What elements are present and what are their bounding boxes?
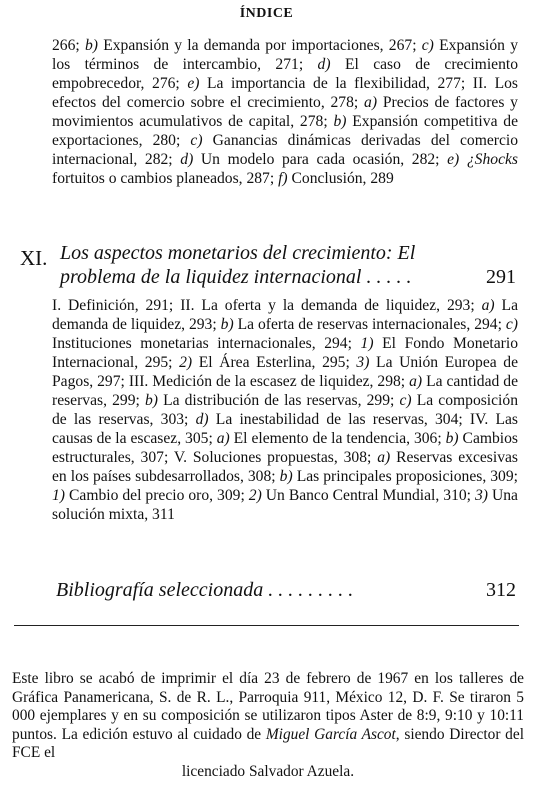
- entry-text: fortuitos o cambios planeados, 287;: [52, 170, 279, 187]
- entry-text: La cantidad de reservas, 299;: [52, 373, 519, 409]
- item-marker: a): [409, 373, 423, 390]
- entry-text: 266;: [52, 37, 85, 54]
- bibliography-page-number: 312: [486, 579, 516, 601]
- entry-text: La oferta de reservas internacionales, 294;: [233, 316, 506, 333]
- colophon-text-2: , siendo Director del FCE el: [12, 725, 524, 761]
- item-marker: b): [445, 430, 459, 447]
- chapter-contents: [52, 296, 518, 524]
- entry-text: La importancia de la flexibilidad, 277; II. Los efectos del comercio sobre el crecimiento, 278;: [52, 75, 518, 111]
- entry-text: Expansión y la demanda por importaciones, 267;: [97, 37, 422, 54]
- chapter-number: XI.: [20, 246, 48, 270]
- entry-text: Un Banco Central Mundial, 310;: [261, 487, 475, 504]
- toc-entry-continuation: [52, 36, 518, 188]
- item-marker: 1): [360, 335, 374, 352]
- item-marker: b): [333, 113, 347, 130]
- item-marker: d): [180, 151, 194, 168]
- chapter-page-number: 291: [486, 266, 516, 288]
- entry-text: Cambio del precio oro, 309;: [65, 487, 249, 504]
- entry-text: I. Definición, 291; II. La oferta y la demanda de liquidez, 293;: [52, 297, 482, 314]
- entry-text: La Unión Europea de Pagos, 297; III. Medición de la escasez de liquidez, 298;: [52, 354, 518, 390]
- item-marker: e): [187, 75, 200, 92]
- item-marker: f): [278, 170, 288, 187]
- entry-text: El Área Esterlina, 295;: [192, 354, 357, 371]
- item-marker: 3): [356, 354, 370, 371]
- entry-text: Un modelo para cada ocasión, 282;: [193, 151, 448, 168]
- entry-text: El elemento de la tendencia, 306;: [229, 430, 446, 447]
- entry-text: Ganancias dinámicas derivadas del comercio internacional, 282;: [52, 132, 519, 168]
- entry-text: Las principales proposiciones, 309;: [292, 468, 518, 485]
- entry-text: Conclusión, 289: [287, 170, 394, 187]
- colophon-last-line: licenciado Salvador Azuela.: [181, 762, 355, 780]
- colophon-text-1: Este libro se acabó de imprimir el día 23 de febrero de 1967 en los talleres de Gráfica Panamericana, S. de R. L., Parroquia 911, México 12, D. F. Se tiraron 5 000 ejemplares y en su composición se utilizaron tipos Aster de 8:9, 9:10 y 10:11 puntos. La edición estuvo al cuidado de: [12, 670, 524, 743]
- entry-text: Reservas excesivas en los países subdesarrollados, 308;: [52, 449, 518, 485]
- entry-text: La demanda de liquidez, 293;: [52, 297, 518, 333]
- item-marker: b): [144, 392, 158, 409]
- item-marker: a): [216, 430, 230, 447]
- item-marker: b): [220, 316, 234, 333]
- item-marker: 3): [475, 487, 488, 504]
- entry-text: Instituciones monetarias internacionales, 294;: [52, 335, 361, 352]
- entry-text: Expansión competitiva de exportaciones, 280;: [52, 113, 518, 149]
- item-marker: a): [481, 297, 495, 314]
- page-header: ÍNDICE: [239, 6, 294, 21]
- entry-text: Expansión y los términos de intercambio, 271;: [52, 37, 518, 73]
- item-marker: c): [190, 132, 203, 149]
- bibliography-entry: Bibliografía seleccionada . . . . . . . . .: [56, 579, 354, 601]
- entry-text: El caso de crecimiento empobrecedor, 276;: [52, 56, 518, 92]
- divider-rule: [14, 625, 519, 626]
- entry-text: La composición de las reservas, 303;: [52, 392, 518, 428]
- item-marker: c): [399, 392, 412, 409]
- item-marker: 2): [179, 354, 193, 371]
- item-marker: e) ¿Shocks: [447, 151, 518, 168]
- colophon: [12, 670, 524, 781]
- item-marker: b): [84, 37, 98, 54]
- entry-text: Una solución mixta, 311: [52, 487, 518, 523]
- item-marker: c): [421, 37, 434, 54]
- entry-text: Cambios estructurales, 307; V. Soluciones propuestas, 308;: [52, 430, 518, 466]
- entry-text: La distribución de las reservas, 299;: [157, 392, 400, 409]
- entry-text: Precios de factores y movimientos acumulativos de capital, 278;: [52, 94, 518, 130]
- entry-text: El Fondo Monetario Internacional, 295;: [52, 335, 518, 371]
- item-marker: d): [195, 411, 209, 428]
- entry-text: La inestabilidad de las reservas, 304; IV. Las causas de la escasez, 305;: [52, 411, 519, 447]
- item-marker: 1): [52, 487, 65, 504]
- colophon-editor-name: Miguel García Ascot: [265, 725, 396, 743]
- item-marker: d): [317, 56, 331, 73]
- item-marker: c): [505, 316, 518, 333]
- item-marker: a): [377, 449, 391, 466]
- item-marker: a): [364, 94, 378, 111]
- item-marker: b): [279, 468, 293, 485]
- chapter-title: Los aspectos monetarios del crecimiento: El problema de la liquidez internacional . . . . .: [60, 242, 416, 288]
- item-marker: 2): [248, 487, 262, 504]
